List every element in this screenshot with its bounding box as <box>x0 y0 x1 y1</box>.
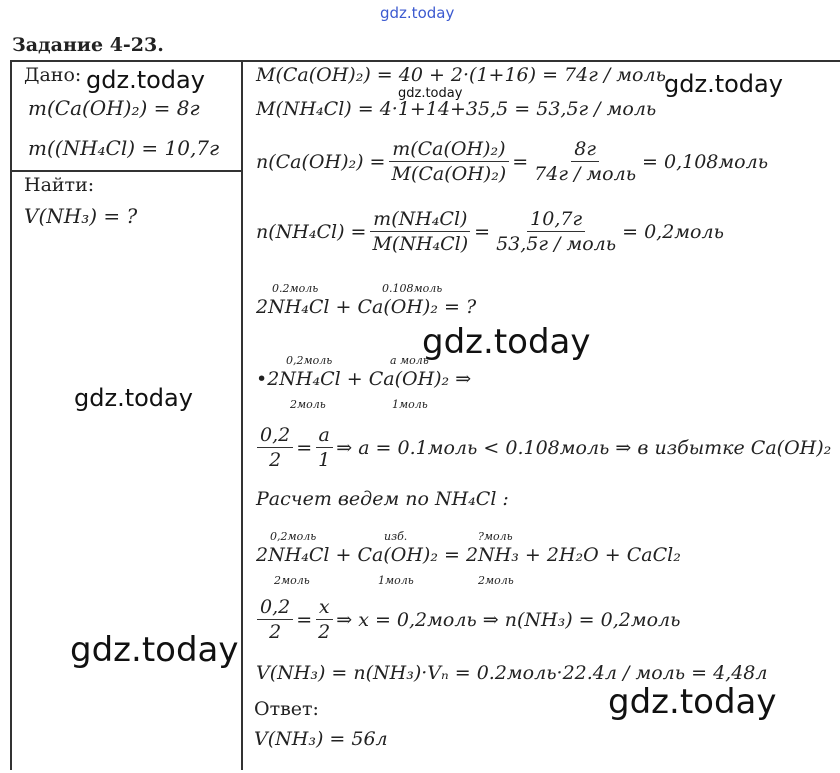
moles-caoh2-lhs: n(Ca(OH)₂) = <box>256 150 386 173</box>
fraction-numerator: x <box>316 596 333 620</box>
reaction2-equation: •2NH₄Cl + Ca(OH)₂ ⇒ <box>256 368 472 390</box>
reaction2-below-caoh2: 1моль <box>392 398 428 411</box>
answer-value: V(NH₃) = 56л <box>254 728 388 750</box>
fraction-numerator: m(Ca(OH)₂) <box>389 138 508 162</box>
equals-sign: = <box>296 436 313 459</box>
find-label: Найти: <box>24 174 95 196</box>
reaction2-above-caoh2: а моль <box>390 354 429 367</box>
answer-label: Ответ: <box>254 698 319 720</box>
reaction2-below-nh4cl: 2моль <box>290 398 326 411</box>
reaction1-above-nh4cl: 0.2моль <box>272 282 319 295</box>
reaction2-above-nh4cl: 0,2моль <box>286 354 333 367</box>
fraction-denominator: 74г / моль <box>534 163 637 185</box>
reaction3-above-caoh2: изб. <box>384 530 408 543</box>
fraction-denominator: 1 <box>318 449 331 471</box>
watermark: gdz.today <box>422 322 591 362</box>
reaction3-below-nh4cl: 2моль <box>274 574 310 587</box>
equals-sign: = <box>296 608 313 631</box>
ratio1-conclusion: ⇒ a = 0.1моль < 0.108моль ⇒ в избытке Ca(OH)₂ <box>336 436 832 459</box>
equals-sign: = <box>474 220 491 243</box>
given-label: Дано: <box>24 64 82 86</box>
volume-calculation: V(NH₃) = n(NH₃)·Vₙ = 0.2моль·22.4л / моль = 4,48л <box>256 662 768 684</box>
moles-caoh2-fraction1 <box>388 138 509 185</box>
fraction-numerator: 0,2 <box>257 424 293 448</box>
given-mass-caoh2: m(Ca(OH)₂) = 8г <box>28 96 200 120</box>
given-find-separator <box>10 170 242 172</box>
frame-top <box>10 60 840 62</box>
watermark: gdz.today <box>70 630 239 670</box>
reaction1-above-caoh2: 0.108моль <box>382 282 443 295</box>
reaction3-below-nh3: 2моль <box>478 574 514 587</box>
ratio1-fraction-left <box>257 424 293 471</box>
moles-nh4cl-result: = 0,2моль <box>622 220 724 243</box>
fraction-numerator: a <box>316 424 333 448</box>
moles-nh4cl-formula <box>256 208 724 255</box>
fraction-numerator: 8г <box>571 138 599 162</box>
molar-mass-nh4cl: M(NH₄Cl) = 4·1+14+35,5 = 53,5г / моль <box>256 98 657 120</box>
frame-divider <box>241 60 243 770</box>
molar-mass-caoh2: M(Ca(OH)₂) = 40 + 2·(1+16) = 74г / моль <box>256 64 666 86</box>
reaction3-above-nh3: ?моль <box>478 530 513 543</box>
calculation-note: Расчет ведем по NH₄Cl : <box>256 488 509 510</box>
ratio2-fraction-right <box>315 596 333 643</box>
moles-caoh2-formula <box>256 138 768 185</box>
fraction-denominator: M(NH₄Cl) <box>372 233 469 255</box>
fraction-numerator: 0,2 <box>257 596 293 620</box>
fraction-denominator: 2 <box>269 621 282 643</box>
moles-nh4cl-fraction2 <box>493 208 619 255</box>
watermark: gdz.today <box>86 66 205 94</box>
reaction3-above-nh4cl: 0,2моль <box>270 530 317 543</box>
task-title: Задание 4-23. <box>12 34 164 56</box>
ratio2-line <box>254 596 680 643</box>
fraction-denominator: M(Ca(OH)₂) <box>391 163 507 185</box>
reaction3-below-caoh2: 1моль <box>378 574 414 587</box>
fraction-numerator: m(NH₄Cl) <box>370 208 470 232</box>
watermark: gdz.today <box>74 384 193 412</box>
moles-caoh2-fraction2 <box>531 138 639 185</box>
ratio2-fraction-left <box>257 596 293 643</box>
reaction3-equation: 2NH₄Cl + Ca(OH)₂ = 2NH₃ + 2H₂O + CaCl₂ <box>256 544 681 566</box>
fraction-numerator: 10,7г <box>527 208 585 232</box>
ratio2-conclusion: ⇒ x = 0,2моль ⇒ n(NH₃) = 0,2моль <box>336 608 681 631</box>
watermark: gdz.today <box>608 682 777 722</box>
moles-caoh2-result: = 0,108моль <box>642 150 769 173</box>
frame-left <box>10 60 12 770</box>
ratio1-line <box>254 424 831 471</box>
fraction-denominator: 2 <box>318 621 331 643</box>
moles-nh4cl-fraction1 <box>369 208 471 255</box>
watermark: gdz.today <box>398 86 463 101</box>
fraction-denominator: 2 <box>269 449 282 471</box>
fraction-denominator: 53,5г / моль <box>496 233 617 255</box>
equals-sign: = <box>512 150 529 173</box>
watermark: gdz.today <box>664 70 783 98</box>
ratio1-fraction-right <box>315 424 333 471</box>
site-watermark: gdz.today <box>380 4 455 22</box>
reaction1-equation: 2NH₄Cl + Ca(OH)₂ = ? <box>256 296 477 318</box>
moles-nh4cl-lhs: n(NH₄Cl) = <box>256 220 367 243</box>
find-target: V(NH₃) = ? <box>24 204 138 228</box>
given-mass-nh4cl: m((NH₄Cl) = 10,7г <box>28 136 220 160</box>
